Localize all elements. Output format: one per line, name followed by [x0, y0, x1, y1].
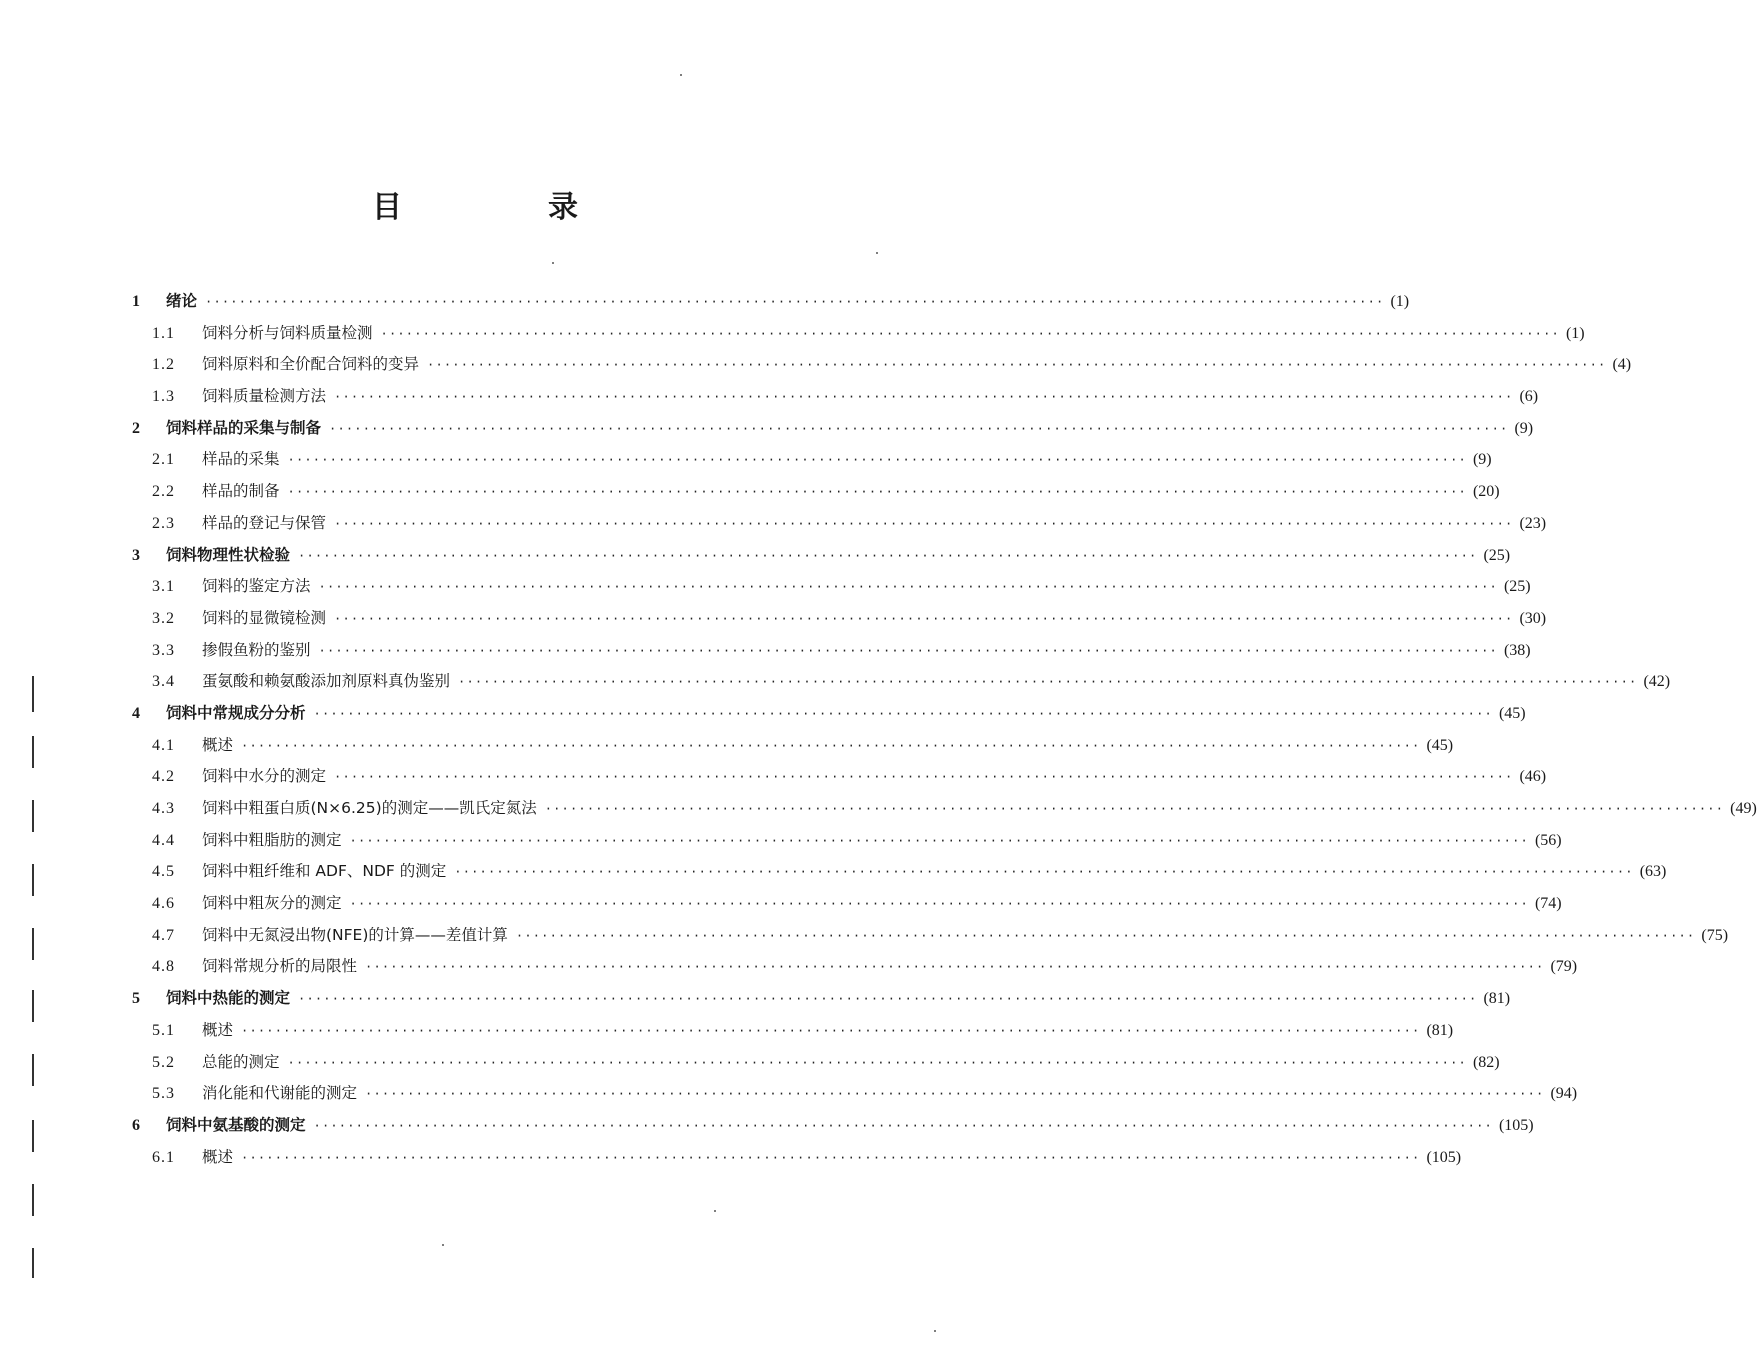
toc-number: 2.1 — [152, 451, 175, 469]
dot-leader: ············································································································································ — [380, 326, 1560, 341]
toc-label: 饲料中粗纤维和 ADF、NDF 的测定 — [202, 862, 447, 881]
toc-number: 3.1 — [152, 578, 175, 596]
toc-section-row — [128, 920, 1729, 952]
toc-page-number: (79) — [1550, 958, 1578, 976]
toc-number: 1 — [132, 293, 140, 310]
toc-page-number: (56) — [1534, 831, 1562, 849]
scan-speck — [680, 74, 682, 76]
toc-chapter-row — [128, 698, 1526, 730]
toc-page-number: (1) — [1565, 324, 1585, 342]
binding-mark — [32, 864, 34, 896]
binding-mark — [32, 1120, 34, 1152]
dot-leader: ············································································································································ — [515, 928, 1696, 943]
dot-leader: ············································································································································ — [458, 675, 1638, 690]
toc-number: 4.2 — [152, 768, 175, 786]
toc-section-row — [128, 318, 1585, 350]
toc-section-row — [128, 951, 1578, 983]
toc-number: 1.3 — [152, 388, 175, 406]
toc-page-number: (30) — [1519, 609, 1547, 627]
toc-page-number: (94) — [1550, 1085, 1578, 1103]
binding-mark — [32, 928, 34, 960]
binding-mark — [32, 1248, 34, 1278]
toc-page-number: (38) — [1503, 641, 1531, 659]
table-of-contents — [128, 286, 1757, 1173]
toc-page-number: (105) — [1498, 1116, 1534, 1134]
toc-page-number: (45) — [1498, 704, 1526, 722]
toc-label: 概述 — [202, 1147, 234, 1166]
toc-label: 消化能和代谢能的测定 — [202, 1084, 358, 1103]
dot-leader: ············································································································································ — [427, 358, 1607, 373]
toc-label: 概述 — [202, 1020, 234, 1039]
dot-leader: ············································································································································ — [365, 960, 1545, 975]
toc-number: 1.1 — [152, 324, 175, 342]
toc-label: 总能的测定 — [202, 1052, 280, 1071]
toc-chapter-row — [128, 286, 1410, 318]
dot-leader: ············································································································································ — [241, 1023, 1421, 1038]
toc-page-number: (45) — [1426, 736, 1454, 754]
toc-page-number: (1) — [1390, 293, 1410, 310]
dot-leader: ············································································································································ — [298, 548, 1478, 563]
toc-number: 3.4 — [152, 673, 175, 691]
toc-section-row — [128, 603, 1547, 635]
toc-label: 饲料中无氮浸出物(NFE)的计算——差值计算 — [202, 925, 508, 944]
binding-mark — [32, 800, 34, 832]
scan-speck — [714, 1210, 716, 1212]
toc-label: 饲料的鉴定方法 — [202, 577, 311, 596]
toc-section-row — [128, 856, 1667, 888]
toc-section-row — [128, 476, 1500, 508]
toc-section-row — [128, 1078, 1578, 1110]
toc-section-row — [128, 1015, 1454, 1047]
toc-number: 4.8 — [152, 958, 175, 976]
toc-page-number: (63) — [1639, 863, 1667, 881]
toc-number: 3 — [132, 546, 140, 564]
toc-number: 4.6 — [152, 895, 175, 913]
toc-label: 蛋氨酸和赖氨酸添加剂原料真伪鉴别 — [202, 672, 451, 691]
toc-section-row — [128, 444, 1492, 476]
toc-page-number: (25) — [1503, 578, 1531, 596]
toc-section-row — [128, 349, 1632, 381]
dot-leader: ············································································································································ — [313, 1118, 1493, 1133]
toc-number: 5.2 — [152, 1053, 175, 1071]
binding-mark — [32, 736, 34, 768]
toc-number: 4.1 — [152, 736, 175, 754]
toc-chapter-row — [128, 983, 1511, 1015]
scan-speck — [934, 1330, 936, 1332]
toc-section-row — [128, 508, 1547, 540]
toc-page-number: (4) — [1612, 356, 1632, 374]
toc-section-row — [128, 761, 1547, 793]
toc-label: 饲料中水分的测定 — [202, 767, 327, 786]
toc-label: 饲料中粗灰分的测定 — [202, 894, 342, 913]
dot-leader: ············································································································································ — [241, 1150, 1421, 1165]
dot-leader: ············································································································································ — [349, 897, 1529, 912]
toc-number: 1.2 — [152, 356, 175, 374]
dot-leader: ············································································································································ — [205, 295, 1385, 309]
dot-leader: ············································································································································ — [287, 485, 1467, 500]
toc-section-row — [128, 730, 1454, 762]
dot-leader: ············································································································································ — [334, 516, 1514, 531]
dot-leader: ············································································································································ — [454, 865, 1634, 880]
dot-leader: ············································································································································ — [544, 802, 1725, 816]
dot-leader: ············································································································································ — [318, 580, 1498, 595]
toc-label: 饲料物理性状检验 — [166, 545, 291, 564]
toc-page-number: (23) — [1519, 514, 1547, 532]
toc-label: 饲料中常规成分分析 — [166, 703, 306, 722]
toc-label: 饲料中氨基酸的测定 — [166, 1115, 306, 1134]
binding-mark — [32, 990, 34, 1022]
toc-page-number: (82) — [1472, 1053, 1500, 1071]
toc-chapter-row — [128, 413, 1534, 445]
dot-leader: ············································································································································ — [334, 390, 1514, 405]
toc-label: 饲料常规分析的局限性 — [202, 957, 358, 976]
toc-page-number: (81) — [1483, 990, 1511, 1008]
binding-mark — [32, 1054, 34, 1086]
toc-number: 6 — [132, 1116, 140, 1134]
toc-number: 3.2 — [152, 609, 175, 627]
toc-number: 4.4 — [152, 831, 175, 849]
toc-section-row — [128, 793, 1757, 825]
toc-page-number: (46) — [1519, 768, 1547, 786]
scan-speck — [876, 252, 878, 254]
toc-label: 掺假鱼粉的鉴别 — [202, 640, 311, 659]
dot-leader: ············································································································································ — [287, 453, 1467, 468]
dot-leader: ············································································································································ — [365, 1087, 1545, 1102]
toc-number: 4.7 — [152, 926, 175, 944]
dot-leader: ············································································································································ — [287, 1055, 1467, 1070]
toc-number: 4.3 — [152, 800, 175, 817]
toc-number: 5.3 — [152, 1085, 175, 1103]
dot-leader: ············································································································································ — [349, 833, 1529, 848]
scan-speck — [442, 1244, 444, 1246]
toc-number: 5 — [132, 990, 140, 1008]
toc-number: 2.2 — [152, 483, 175, 501]
toc-number: 4.5 — [152, 863, 175, 881]
dot-leader: ············································································································································ — [313, 706, 1493, 721]
toc-label: 概述 — [202, 735, 234, 754]
toc-page-number: (49) — [1730, 800, 1757, 817]
toc-label: 饲料中粗蛋白质(N×6.25)的测定——凯氏定氮法 — [202, 799, 537, 817]
toc-section-row — [128, 825, 1562, 857]
toc-page-number: (25) — [1483, 546, 1511, 564]
dot-leader: ············································································································································ — [329, 421, 1509, 436]
toc-label: 饲料中粗脂肪的测定 — [202, 830, 342, 849]
toc-section-row — [128, 888, 1562, 920]
toc-section-row — [128, 666, 1671, 698]
toc-label: 饲料中热能的测定 — [166, 989, 291, 1008]
toc-page-number: (9) — [1514, 419, 1534, 437]
dot-leader: ············································································································································ — [334, 611, 1514, 626]
dot-leader: ············································································································································ — [334, 770, 1514, 785]
toc-label: 饲料的显微镜检测 — [202, 608, 327, 627]
dot-leader: ············································································································································ — [241, 738, 1421, 753]
toc-section-row — [128, 1047, 1500, 1079]
dot-leader: ············································································································································ — [318, 643, 1498, 658]
toc-page-number: (75) — [1701, 926, 1729, 944]
toc-label: 绪论 — [166, 292, 198, 310]
toc-page-number: (6) — [1519, 388, 1539, 406]
toc-section-row — [128, 1142, 1462, 1174]
toc-label: 样品的登记与保管 — [202, 513, 327, 532]
toc-number: 2.3 — [152, 514, 175, 532]
toc-number: 2 — [132, 419, 140, 437]
binding-mark — [32, 1184, 34, 1216]
toc-page-number: (74) — [1534, 895, 1562, 913]
toc-label: 样品的采集 — [202, 450, 280, 469]
dot-leader: ············································································································································ — [298, 992, 1478, 1007]
toc-label: 饲料原料和全价配合饲料的变异 — [202, 355, 420, 374]
binding-mark — [32, 676, 34, 712]
toc-number: 6.1 — [152, 1148, 175, 1166]
toc-page-number: (42) — [1643, 673, 1671, 691]
toc-page-number: (105) — [1426, 1148, 1462, 1166]
toc-label: 饲料质量检测方法 — [202, 387, 327, 406]
toc-page-number: (20) — [1472, 483, 1500, 501]
toc-number: 5.1 — [152, 1021, 175, 1039]
toc-label: 饲料样品的采集与制备 — [166, 418, 322, 437]
toc-label: 样品的制备 — [202, 482, 280, 501]
toc-page-number: (9) — [1472, 451, 1492, 469]
toc-label: 饲料分析与饲料质量检测 — [202, 323, 373, 342]
toc-section-row — [128, 381, 1539, 413]
toc-section-row — [128, 571, 1531, 603]
scan-speck — [552, 262, 554, 264]
toc-chapter-row — [128, 1110, 1534, 1142]
toc-page-number: (81) — [1426, 1021, 1454, 1039]
toc-section-row — [128, 635, 1531, 667]
toc-number: 4 — [132, 704, 140, 722]
page-title: 目 录 — [372, 190, 636, 225]
toc-chapter-row — [128, 540, 1511, 572]
toc-number: 3.3 — [152, 641, 175, 659]
